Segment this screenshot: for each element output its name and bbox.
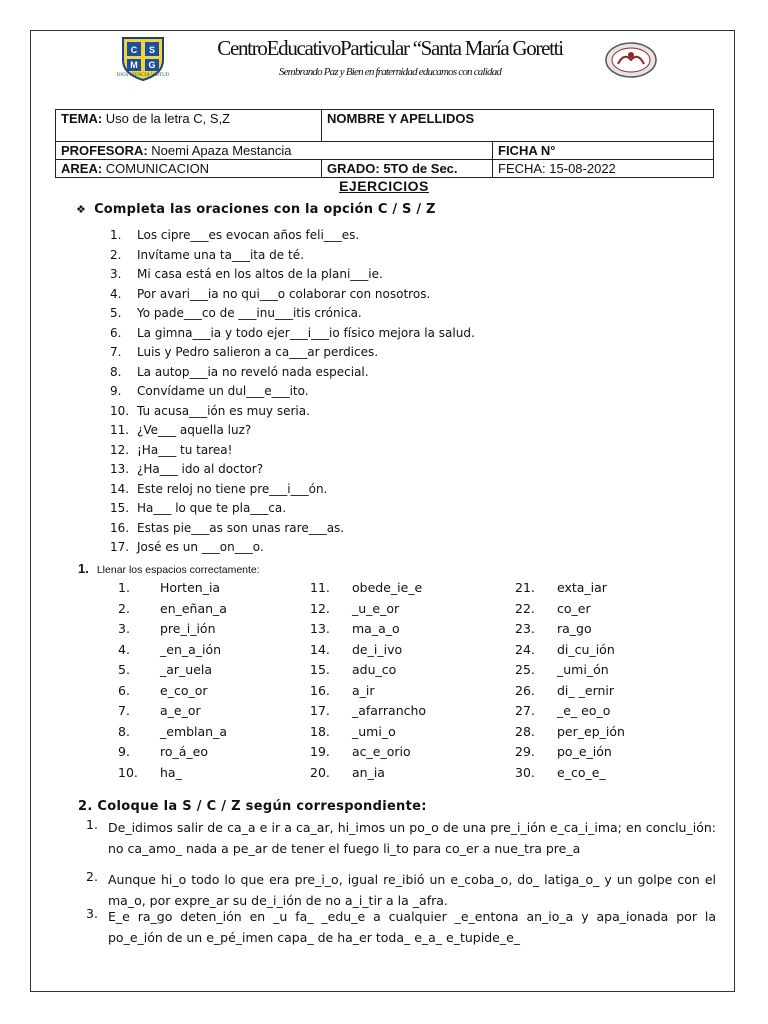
sentence-item: [110, 306, 475, 326]
word-number: 28.: [515, 723, 535, 739]
word-item: [475, 744, 625, 765]
word-number: 5.: [118, 662, 130, 677]
word-text: ac_e_orio: [352, 744, 411, 759]
word-item: [78, 662, 227, 683]
word-item: [270, 580, 426, 601]
word-text: obede_ie_e: [352, 580, 423, 595]
word-number: 27.: [515, 703, 535, 718]
sentence-text: José es un ___on___o.: [137, 540, 264, 554]
word-item: [475, 621, 625, 642]
word-text: de_i_ivo: [352, 641, 403, 657]
word-number: 22.: [515, 600, 535, 616]
sentence-number: 5.: [110, 306, 122, 320]
sentence-text: ¿Ha___ ido al doctor?: [137, 462, 264, 476]
word-number: 23.: [515, 621, 535, 636]
paragraph-3: [86, 906, 716, 948]
area-value: COMUNICACION: [105, 161, 210, 176]
word-text: ma_a_o: [352, 621, 400, 636]
sentence-text: Los cipre___es evocan años feli___es.: [137, 228, 360, 242]
word-text: an_ia: [352, 764, 385, 780]
profesora-cell: [56, 142, 493, 160]
sentence-item: [110, 404, 475, 424]
word-text: e_co_or: [160, 682, 208, 698]
sentence-item: [110, 287, 475, 307]
word-text: _u_e_or: [352, 600, 400, 616]
word-item: [270, 642, 426, 663]
word-number: 6.: [118, 682, 130, 698]
sentence-item: [110, 521, 475, 541]
word-item: [270, 683, 426, 704]
grado-cell: GRADO: 5TO de Sec.: [322, 160, 493, 178]
word-number: 30.: [515, 764, 535, 780]
word-number: 26.: [515, 682, 535, 698]
word-text: per_ep_ión: [557, 723, 625, 739]
sentence-number: 6.: [110, 325, 122, 340]
word-text: ha_: [160, 764, 182, 780]
section1-heading: [76, 202, 436, 217]
word-item: [270, 703, 426, 724]
word-item: [270, 765, 426, 786]
word-text: adu_co: [352, 662, 397, 677]
sentence-text: Invítame una ta___ita de té.: [137, 247, 304, 262]
diamond-bullet-icon: ❖: [76, 203, 87, 216]
word-text: e_co_e_: [557, 764, 606, 780]
sentence-number: 12.: [110, 442, 130, 457]
sentence-item: [110, 423, 475, 443]
word-item: [475, 724, 625, 745]
word-text: ra_go: [557, 621, 592, 636]
word-text: _en_a_ión: [160, 641, 222, 657]
word-item: [78, 703, 227, 724]
word-item: [78, 642, 227, 663]
sentence-text: Estas pie___as son unas rare___as.: [137, 520, 345, 535]
word-number: 25.: [515, 662, 535, 677]
word-number: 3.: [118, 621, 130, 636]
word-number: 13.: [310, 621, 330, 636]
word-text: _ar_uela: [160, 662, 213, 677]
word-number: 15.: [310, 662, 330, 677]
sentence-item: [110, 267, 475, 287]
sentence-text: ¡Ha___ tu tarea!: [137, 442, 233, 457]
sentence-item: [110, 326, 475, 346]
ficha-cell: FICHA N°: [493, 142, 714, 160]
word-text: exta_iar: [557, 580, 607, 595]
paragraph-number: 3.: [86, 906, 98, 921]
sentence-number: 9.: [110, 384, 122, 398]
word-column-2: [270, 580, 426, 785]
profesora-value: Noemi Apaza Mestancia: [151, 143, 292, 158]
word-text: pre_i_ión: [160, 621, 216, 636]
word-number: 17.: [310, 703, 330, 718]
word-item: [78, 765, 227, 786]
paragraph-number: 2.: [86, 869, 98, 884]
sentence-item: [110, 443, 475, 463]
sentence-text: Convídame un dul___e___ito.: [137, 384, 309, 398]
section3-heading: 2. Coloque la S / C / Z según correspondiente:: [78, 799, 427, 814]
sentence-number: 4.: [110, 286, 122, 301]
word-number: 29.: [515, 744, 535, 759]
sentence-text: La gimna___ia y todo ejer___i___io físico mejora la salud.: [137, 325, 475, 340]
sentence-item: [110, 248, 475, 268]
word-number: 9.: [118, 744, 130, 759]
word-column-1: [78, 580, 227, 785]
sentence-number: 14.: [110, 481, 130, 496]
word-text: di_cu_ión: [557, 641, 615, 657]
sentence-number: 10.: [110, 403, 130, 418]
section2-number: 1.: [78, 561, 89, 576]
profesora-label: PROFESORA:: [61, 143, 148, 158]
word-text: _e_ eo_o: [557, 703, 611, 718]
school-seal-logo: [604, 40, 658, 80]
word-item: [475, 601, 625, 622]
sentence-number: 13.: [110, 462, 130, 476]
word-text: _umi_ón: [557, 662, 609, 677]
word-number: 14.: [310, 641, 330, 657]
area-cell: [56, 160, 322, 178]
sentence-item: [110, 501, 475, 521]
word-text: a_e_or: [160, 703, 201, 718]
word-item: [270, 744, 426, 765]
word-item: [475, 683, 625, 704]
word-item: [270, 621, 426, 642]
word-text: _afarrancho: [352, 703, 427, 718]
word-item: [78, 683, 227, 704]
logo-caption: DIOS CIENCIA VIRTUD: [116, 73, 170, 78]
word-number: 12.: [310, 600, 330, 616]
tema-value: Uso de la letra C, S,Z: [105, 111, 231, 126]
word-item: [78, 724, 227, 745]
word-number: 18.: [310, 723, 330, 739]
word-column-3: [475, 580, 625, 785]
sentence-text: Mi casa está en los altos de la plani___ie.: [137, 267, 383, 281]
word-item: [78, 601, 227, 622]
word-number: 20.: [310, 764, 330, 780]
sentence-item: [110, 228, 475, 248]
sentence-text: ¿Ve___ aquella luz?: [137, 423, 252, 437]
word-item: [78, 621, 227, 642]
word-text: a_ir: [352, 682, 375, 698]
sentence-text: Por avari___ia no qui___o colaborar con nosotros.: [137, 286, 431, 301]
word-item: [270, 601, 426, 622]
sentence-number: 7.: [110, 345, 122, 359]
sentence-text: Tu acusa___ión es muy seria.: [137, 403, 310, 418]
sentence-item: [110, 482, 475, 502]
sentence-number: 2.: [110, 247, 122, 262]
word-number: 11.: [310, 580, 330, 595]
sentence-item: [110, 345, 475, 365]
word-item: [475, 703, 625, 724]
school-name: CentroEducativoParticular “Santa María Goretti: [217, 36, 563, 60]
paragraph-text: E_e ra_go deten_ión en _u fa_ _edu_e a cualquier _e_entona an_io_a y apa_ionada por la po_e_ión de un e_pé_imen capa_ de ha_er toda_ e_a_ e_tupide_e_: [108, 909, 716, 945]
section2-heading-text: Llenar los espacios correctamente:: [96, 564, 260, 576]
word-number: 1.: [118, 580, 130, 595]
sentence-text: Ha___ lo que te pla___ca.: [137, 501, 287, 515]
word-number: 4.: [118, 641, 130, 657]
word-item: [475, 765, 625, 786]
sentence-item: [110, 365, 475, 385]
word-number: 7.: [118, 703, 130, 718]
word-number: 2.: [118, 600, 130, 616]
nombre-cell: NOMBRE Y APELLIDOS: [322, 110, 714, 142]
word-item: [475, 662, 625, 683]
word-item: [270, 724, 426, 745]
fecha-cell: FECHA: 15-08-2022: [493, 160, 714, 178]
paragraph-number: 1.: [86, 817, 98, 832]
sentence-number: 16.: [110, 520, 130, 535]
sentence-text: Luis y Pedro salieron a ca___ar perdices.: [137, 345, 379, 359]
sentence-number: 11.: [110, 423, 130, 437]
paragraph-text: Aunque hi_o todo lo que era pre_i_o, igual re_ibió un e_coba_o, do_ latiga_o_ y un golpe con el ma_o, por expre_ar su de_i_ión de no a_i_tir a la _afra.: [108, 872, 716, 908]
paragraph-2: [86, 869, 716, 911]
school-motto: Sembrando Paz y Bien en fraternidad educamos con calidad: [278, 66, 502, 78]
word-number: 10.: [118, 764, 138, 780]
sentence-text: La autop___ia no reveló nada especial.: [137, 364, 369, 379]
sentence-number: 1.: [110, 228, 122, 242]
word-number: 16.: [310, 682, 330, 698]
info-table: [55, 109, 714, 178]
area-label: AREA:: [61, 161, 103, 176]
word-text: ro_á_eo: [160, 744, 209, 759]
word-text: _emblan_a: [160, 723, 228, 739]
sentence-text: Yo pade___co de ___inu___itis crónica.: [137, 306, 362, 320]
word-text: Horten_ia: [160, 580, 221, 595]
word-text: co_er: [557, 600, 591, 616]
word-item: [78, 744, 227, 765]
logo-letter-m: M: [130, 60, 138, 70]
logo-letter-s: S: [148, 45, 156, 55]
word-number: 21.: [515, 580, 535, 595]
word-text: po_e_ión: [557, 744, 612, 759]
paragraph-text: De_idimos salir de ca_a e ir a ca_ar, hi_imos un po_o de una pre_i_ión e_ca_i_ima; en conclu_ión: no ca_amo_ nada a pe_ar de tener el fuego li_to para co_er a nue_tra pre_a: [108, 820, 716, 856]
sentence-item: [110, 462, 475, 482]
sentence-item: [110, 384, 475, 404]
word-text: di_ _ernir: [557, 682, 615, 698]
sentence-list: [110, 228, 475, 560]
section2-heading: [78, 561, 260, 576]
exercises-title: EJERCICIOS: [339, 178, 429, 194]
word-item: [78, 580, 227, 601]
logo-letter-c: C: [130, 45, 138, 55]
sentence-number: 15.: [110, 501, 130, 515]
tema-label: TEMA:: [61, 111, 103, 126]
sentence-text: Este reloj no tiene pre___i___ón.: [137, 481, 328, 496]
logo-letter-g: G: [148, 60, 156, 70]
word-item: [475, 580, 625, 601]
paragraph-1: [86, 817, 716, 859]
word-text: _umi_o: [352, 723, 396, 739]
sentence-number: 3.: [110, 267, 122, 281]
word-item: [270, 662, 426, 683]
sentence-item: [110, 540, 475, 560]
word-number: 8.: [118, 723, 130, 739]
word-text: en_eñan_a: [160, 600, 227, 616]
sentence-number: 17.: [110, 540, 130, 554]
word-number: 19.: [310, 744, 330, 759]
section1-heading-text: Completa las oraciones con la opción C / S / Z: [94, 202, 436, 217]
sentence-number: 8.: [110, 364, 122, 379]
word-number: 24.: [515, 641, 535, 657]
tema-cell: [56, 110, 322, 142]
word-item: [475, 642, 625, 663]
